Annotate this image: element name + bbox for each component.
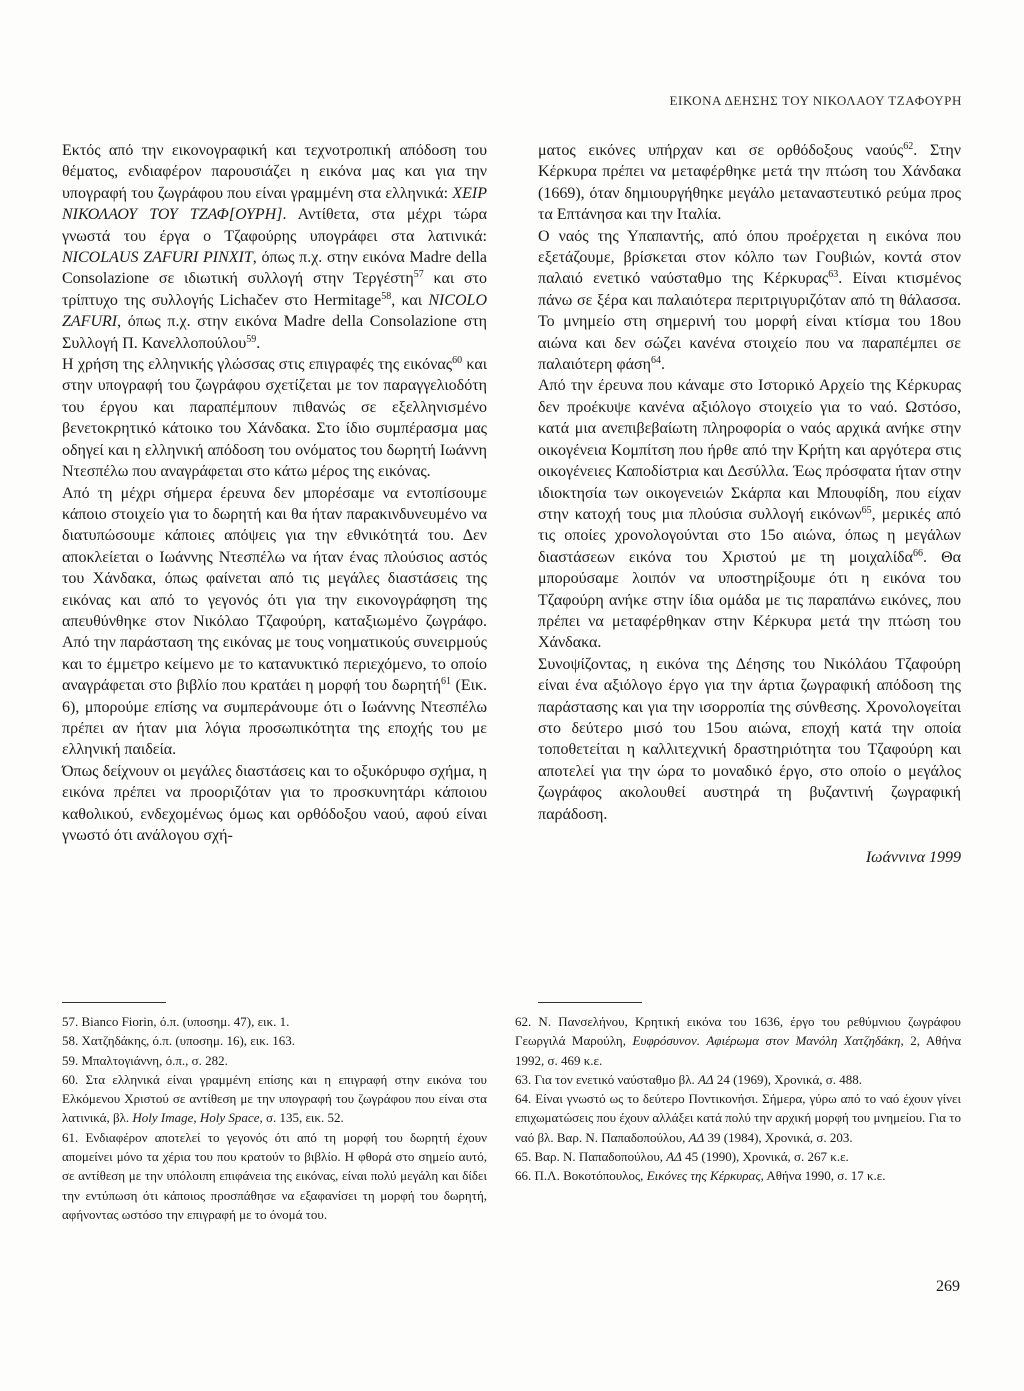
text-run: 58. Χατζηδάκης, ό.π. (υποσημ. 16), εικ. 163. (62, 1033, 296, 1049)
running-head: ΕΙΚΟΝΑ ΔΕΗΣΗΣ ΤΟΥ ΝΙΚΟΛΑΟΥ ΤΖΑΦΟΥΡΗ (669, 93, 962, 108)
signature-place-date: Ιωάννινα 1999 (865, 849, 961, 866)
footnote (515, 1012, 961, 1070)
italic-text: ΧΕΙΡ ΝΙΚΟΛΑΟΥ ΤΟΥ ΤΖΑΦ[ΟΥΡΗ] (62, 184, 487, 224)
footnote (62, 1031, 487, 1050)
text-run: , όπως π.χ. στην εικόνα Madre della Consolazione σε ιδιωτική συλλογή στην Τεργέστη (62, 249, 487, 288)
paragraph (538, 375, 961, 653)
text-run: . Θα μπορούσαμε λοιπόν να υποστηρίξουμε ότι η εικόνα του Τζαφούρη ανήκε στην ίδια ομάδα με τις παραπάνω εικόνες, που πρέπει να μεταφέρθηκαν στην Κέρκυρα μετά την πτώση του Χάνδακα. (538, 548, 962, 652)
italic-text: NICOLO ZAFURI (62, 291, 487, 331)
text-run: Συνοψίζοντας, η εικόνα της Δέησης του Νικόλάου Τζαφούρη είναι ένα αξιόλογο έργο για την άρτια ζωγραφική απόδοση της παράστασης και για την ισορροπία της σύνθεσης. Χρονολογείται στο δεύτερο μισό του 15ου αιώνα, εποχή κατά την οποία τοποθετείται η καλλιτεχνική δραστηριότητα του Τζαφούρη και αποτελεί για την ώρα το μοναδικό έργο, στο οποίο ο μεγάλος ζωγράφος ακολουθεί αυστηρά τη βυζαντινή ζωγραφική παράδοση. (538, 655, 961, 823)
paragraph (62, 761, 487, 847)
text-run: 63. Για τον ενετικό ναύσταθμο βλ. (515, 1071, 699, 1087)
text-run: 24 (1969), Χρονικά, σ. 488. (713, 1071, 863, 1087)
text-run: 39 (1984), Χρονικά, σ. 203. (704, 1129, 853, 1145)
footnote-ref: 59 (246, 333, 257, 345)
left-column (62, 140, 487, 846)
footnote (515, 1166, 961, 1185)
text-run: , μερικές από τις οποίες χρονολογούνται στο 15ο αιώνα, όπως η μεγάλων διαστάσεων εικόνα του Χριστού με τη μοιχαλίδα (538, 505, 961, 566)
footnote-ref: 58 (381, 290, 392, 302)
italic-text: NICOLAUS ZAFURI PINXIT (62, 249, 253, 267)
text-run: Από τη μέχρι σήμερα έρευνα δεν μπορέσαμε να εντοπίσουμε κάποιο στοιχείο για το δωρητή και θα ήταν παρακινδυνευμένο να διατυπώσουμε κάποιες απόψεις για την εθνικότητά του. Δεν αποκλείεται ο Ιωάννης Ντεσπέλω να ήταν ένας πλούσιος αστός του Χάνδακα, όπως φαίνεται από τις μεγάλες διαστάσεις της εικόνας και από το γεγονός ότι για την εικονογράφηση της απευθύνθηκε στον Νικόλαο Τζαφούρη, καταξιωμένο ζωγράφο. Από την παράσταση της εικόνας με τους νοηματικούς συνειρμούς και το έμμετρο κείμενο με το κατανυκτικό περιεχόμενο, το οποίο αναγράφεται στο βιβλίο που κρατάει η μορφή του δωρητή (62, 484, 487, 695)
text-run: 60. Στα ελληνικά είναι γραμμένη επίσης και η επιγραφή στην εικόνα του Ελκόμενου Χριστού σε αντίθεση με την υπογραφή του ζωγράφου που είναι στα λατινικά, βλ. (62, 1071, 487, 1126)
footnotes-right (515, 1012, 961, 1186)
footnote-separator (538, 1002, 642, 1003)
footnote-ref: 57 (413, 269, 424, 281)
text-run: 59. Μπαλτογιάννη, ό.π., σ. 282. (62, 1052, 228, 1068)
paragraph (538, 654, 961, 825)
italic-text: ΑΔ (688, 1129, 705, 1145)
text-run: και στο τρίπτυχο της συλλογής Lichačev στο Hermitage (62, 270, 487, 309)
italic-text: Ευφρόσυνον. Αφιέρωμα στον Μανόλη Χατζηδάκη (632, 1033, 901, 1049)
footnote-separator (62, 1002, 166, 1003)
text-run: 64. Είναι γνωστό ως το δεύτερο Ποντικονήσι. Σήμερα, γύρω από το ναό έχουν γίνει επιχωματώσεις που έχουν αλλάξει κατά πολύ την αρχική μορφή του μνημείου. Για το ναό βλ. Βαρ. Ν. Παπαδοπούλου, (515, 1091, 961, 1145)
text-run: . Είναι κτισμένος πάνω σε ξέρα και παλαιότερα περιτριγυριζόταν από τη θάλασσα. Το μνημείο στη σημερινή του μορφή είναι κτίσμα του 18ου αιώνα και δεν σώζει κανένα στοιχείο που να παραπέμπει σε παλαιότερη φάση (538, 270, 961, 374)
footnote (515, 1089, 961, 1147)
text-run: Εκτός από την εικονογραφική και τεχνοτροπική απόδοση του θέματος, ενδιαφέρον παρουσιάζει η εικόνα μας και για την υπογραφή του ζωγράφου που είναι γραμμένη στα ελληνικά: (62, 142, 487, 202)
text-run: 57. Bianco Fiorin, ό.π. (υποσημ. 47), εικ. 1. (62, 1014, 290, 1029)
paragraph (62, 354, 487, 482)
text-run: , όπως π.χ. στην εικόνα Madre della Consolazione στη Συλλογή Π. Κανελλοπούλου (62, 313, 487, 352)
text-run: 45 (1990), Χρονικά, σ. 267 κ.ε. (681, 1149, 849, 1165)
italic-text: Holy Image, Holy Space (132, 1110, 260, 1126)
text-run: Από την έρευνα που κάναμε στο Ιστορικό Αρχείο της Κέρκυρας δεν προέκυψε κανένα αξιόλογο στοιχείο για το ναό. Ωστόσο, κατά μια ανεπιβεβαίωτη πληροφορία ο ναός αρχικά ανήκε στην οικογένεια Κομπίτση που ήρθε από την Κρήτη και αργότερα στις οικογένειες Καποδίστρια και Δεσύλλα. Έως πρόσφατα ήταν στην ιδιοκτησία των οικογενειών Σκάρπα και Μπουφίδη, που είχαν στην κατοχή τους μια πλούσια συλλογή εικόνων (538, 377, 961, 523)
text-run: ματος εικόνες υπήρχαν και σε ορθόδοξους ναούς (538, 142, 904, 159)
text-run: , Αθήνα 1990, σ. 17 κ.ε. (760, 1168, 886, 1184)
text-run: . Στην Κέρκυρα πρέπει να μεταφέρθηκε μετά την πτώση του Χάνδακα (1669), όταν δημιουργήθηκε μεγάλο μεταναστευτικό ρεύμα προς τα Επτάνησα και την Ιταλία. (538, 142, 962, 224)
paragraph (62, 483, 487, 761)
text-run: . Αντίθετα, στα μέχρι τώρα γνωστά του έργα ο Τζαφούρης υπογράφει στα λατινικά: (62, 206, 487, 245)
italic-text: ΑΔ (666, 1149, 682, 1165)
footnote (62, 1012, 487, 1031)
text-run: , 2, Αθήνα 1992, σ. 469 κ.ε. (515, 1033, 962, 1068)
text-run: Η χρήση της ελληνικής γλώσσας στις επιγραφές της εικόνας (62, 356, 453, 374)
text-run: (Εικ. 6), μπορούμε επίσης να συμπεράνουμε ότι ο Ιωάννης Ντεσπέλω πρέπει αν ήταν μια λόγια προσωπικότητα της εποχής του με ελληνική παιδεία. (62, 677, 488, 759)
footnote-ref: 61 (440, 676, 451, 688)
footnote-ref: 66 (912, 547, 923, 559)
footnote-ref: 64 (651, 355, 662, 367)
paragraph (538, 140, 961, 226)
italic-text: Εικόνες της Κέρκυρας (646, 1168, 761, 1184)
right-column (538, 140, 961, 868)
footnote (62, 1128, 487, 1224)
footnotes-left (62, 1012, 487, 1224)
text-run: και στην υπογραφή του ζωγράφου σχετίζεται με τον παραγγελιοδότη του έργου και παραπέμπουν πιθανώς σε εξελληνισμένο βενετοκρητικό κάτοικο του Χάνδακα. Στο ίδιο συμπέρασμα μας οδηγεί και η ελληνική απόδοση του ονόματος του δωρητή Ιωάννη Ντεσπέλω που αναγράφεται στο κάτω μέρος της εικόνας. (62, 356, 487, 481)
italic-text: ΑΔ (698, 1071, 714, 1087)
text-run: . (661, 356, 666, 374)
page-number: 269 (936, 1278, 960, 1295)
footnote (62, 1051, 487, 1070)
footnote-ref: 60 (452, 355, 463, 367)
text-run: 65. Βαρ. Ν. Παπαδοπούλου, (515, 1149, 667, 1165)
text-run: Όπως δείχνουν οι μεγάλες διαστάσεις και το οξυκόρυφο σχήμα, η εικόνα πρέπει να προοριζόταν για το προσκυνητάρι κάποιου καθολικού, ενδεχομένως όμως και ορθόδοξου ναού, αφού είναι γνωστό ότι ανάλογου σχή- (62, 762, 487, 844)
footnote (62, 1070, 487, 1128)
text-run: Ο ναός της Υπαπαντής, από όπου προέρχεται η εικόνα που εξετάζουμε, βρίσκεται στον κόλπο των Γουβιών, κοντά στον παλαιό ενετικό ναύσταθμο της Κέρκυρας (538, 227, 961, 288)
paragraph (538, 226, 961, 376)
text-run: , και (391, 291, 429, 309)
text-run: 61. Ενδιαφέρον αποτελεί το γεγονός ότι από τη μορφή του δωρητή έχουν απομείνει μόνο τα χέρια του που κρατούν το βιβλίο. Η φθορά στο σημείο αυτό, σε αντίθεση με την υπόλοιπη επιφάνεια της εικόνας, είναι πολύ μεγάλη και δίδει την εντύπωση ότι κάποιος προσπάθησε να εξαφανίσει τη μορφή του δωρητή, αφήνοντας ωστόσο την επιγραφή με το όνομά του. (62, 1129, 487, 1222)
footnote-ref: 62 (903, 141, 914, 152)
footnote (515, 1070, 961, 1089)
text-run: , σ. 135, εικ. 52. (259, 1110, 344, 1126)
footnote (515, 1147, 961, 1166)
text-run: . (256, 334, 261, 352)
paragraph (62, 140, 487, 354)
footnote-ref: 65 (861, 504, 872, 516)
text-run: 66. Π.Λ. Βοκοτόπουλος, (515, 1168, 647, 1184)
text-run: 62. Ν. Πανσελήνου, Κρητική εικόνα του 1636, έργο του ρεθύμνιου ζωγράφου Γεωργιλά Μαρούλη, (515, 1014, 961, 1049)
footnote-ref: 63 (828, 269, 839, 281)
